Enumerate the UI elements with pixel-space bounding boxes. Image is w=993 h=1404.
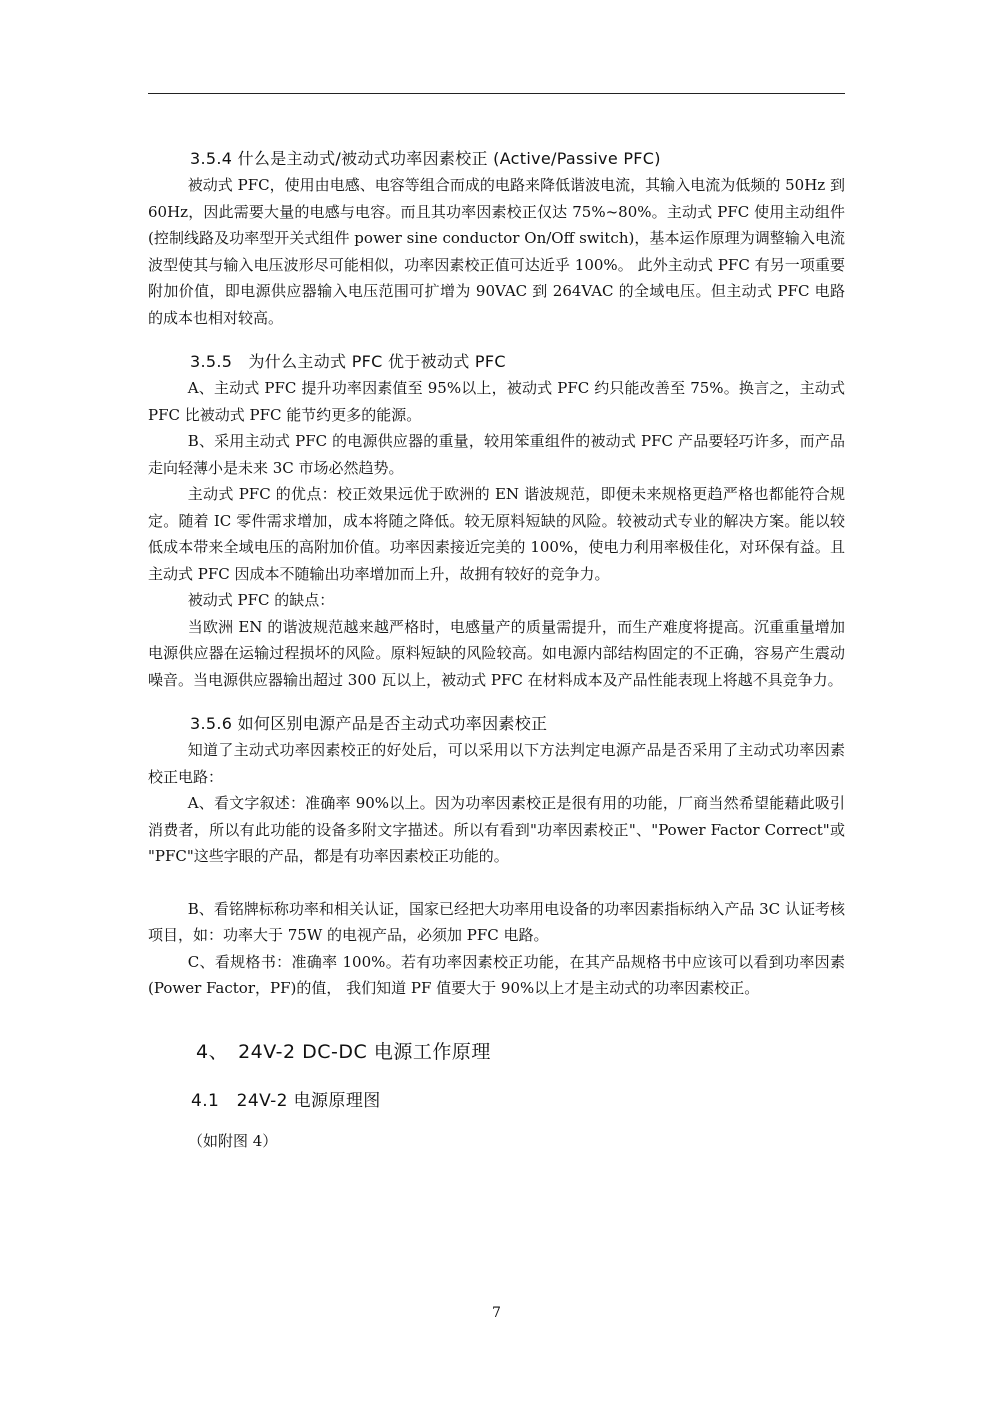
passive-pfc-disadvantages-title: 被动式 PFC 的缺点： <box>187 591 335 609</box>
header-rule <box>148 93 845 94</box>
active-pfc-advantages: 主动式 PFC 的优点：校正效果远优于欧洲的 EN 谐波规范，即便未来规格更趋严格也都能符合规定。随着 IC 零件需求增加，成本将随之降低。较无原料短缺的风险。较被动式专业的解决方案。能以较低成本带来全域电压的高附加价值。功率因素接近完美的 100%，使电力利用率极佳化，对环保有益。且主动式 PFC 因成本不随输出功率增加而上升，故拥有较好的竞争力。 <box>148 485 845 583</box>
passive-pfc-disadvantages: 当欧洲 EN 的谐波规范越来越严格时，电感量产的质量需提升，而生产难度将提高。沉重重量增加电源供应器在运输过程损坏的风险。原料短缺的风险较高。如电源内部结构固定的不正确，容易产生震动噪音。当电源供应器输出超过 300 瓦以上，被动式 PFC 在材料成本及产品性能表现上将越不具竞争力。 <box>148 617 845 689</box>
section-3-5-5-point-a: A、主动式 PFC 提升功率因素值至 95%以上，被动式 PFC 约只能改善至 75%。换言之，主动式 PFC 比被动式 PFC 能节约更多的能源。 <box>148 379 845 424</box>
section-3-5-6-heading: 3.5.6 如何区别电源产品是否主动式功率因素校正 <box>190 714 548 733</box>
page-number: 7 <box>492 1305 501 1321</box>
section-3-5-6-method-a: A、看文字叙述：准确率 90%以上。因为功率因素校正是很有用的功能，厂商当然希望能藉此吸引消费者，所以有此功能的设备多附文字描述。所以有看到"功率因素校正"、"Power Factor Correct"或 "PFC"这些字眼的产品，都是有功率因素校正功能的。 <box>148 794 845 865</box>
chapter-4-heading: 4、 24V-2 DC-DC 电源工作原理 <box>196 1040 491 1063</box>
section-3-5-4-paragraph: 被动式 PFC，使用由电感、电容等组合而成的电路来降低谐波电流，其输入电流为低频的 50Hz 到 60Hz，因此需要大量的电感与电容。而且其功率因素校正仅达 75%~80%。主动式 PFC 使用主动组件 (控制线路及功率型开关式组件 power sine conductor On/Off switch)，基本运作原理为调整输入电流波型使其与输入电压波形尽可能相似，功率因素校正值可达近乎 100%。 此外主动式 PFC 有另一项重要附加价值，即电源供应器输入电压范围可扩增为 90VAC 到 264VAC 的全域电压。但主动式 PFC 电路的成本也相对较高。 <box>148 176 845 327</box>
section-3-5-6-intro: 知道了主动式功率因素校正的好处后，可以采用以下方法判定电源产品是否采用了主动式功率因素校正电路： <box>148 741 845 786</box>
section-3-5-5-heading: 3.5.5 为什么主动式 PFC 优于被动式 PFC <box>190 352 506 371</box>
section-3-5-6-method-b: B、看铭牌标称功率和相关认证，国家已经把大功率用电设备的功率因素指标纳入产品 3C 认证考核项目，如：功率大于 75W 的电视产品，必须加 PFC 电路。 <box>148 899 845 944</box>
section-4-1-heading: 4.1 24V-2 电源原理图 <box>191 1090 381 1111</box>
section-3-5-5-point-b: B、采用主动式 PFC 的电源供应器的重量，较用笨重组件的被动式 PFC 产品要轻巧许多，而产品走向轻薄小是未来 3C 市场必然趋势。 <box>148 432 845 477</box>
section-3-5-4-heading: 3.5.4 什么是主动式/被动式功率因素校正 (Active/Passive PFC) <box>190 149 661 168</box>
figure-reference-note: （如附图 4） <box>188 1131 278 1150</box>
page-body <box>148 140 845 1154</box>
section-3-5-6-method-c: C、看规格书：准确率 100%。若有功率因素校正功能，在其产品规格书中应该可以看到功率因素(Power Factor，PF)的值， 我们知道 PF 值要大于 90%以上才是主动式的功率因素校正。 <box>148 952 845 997</box>
